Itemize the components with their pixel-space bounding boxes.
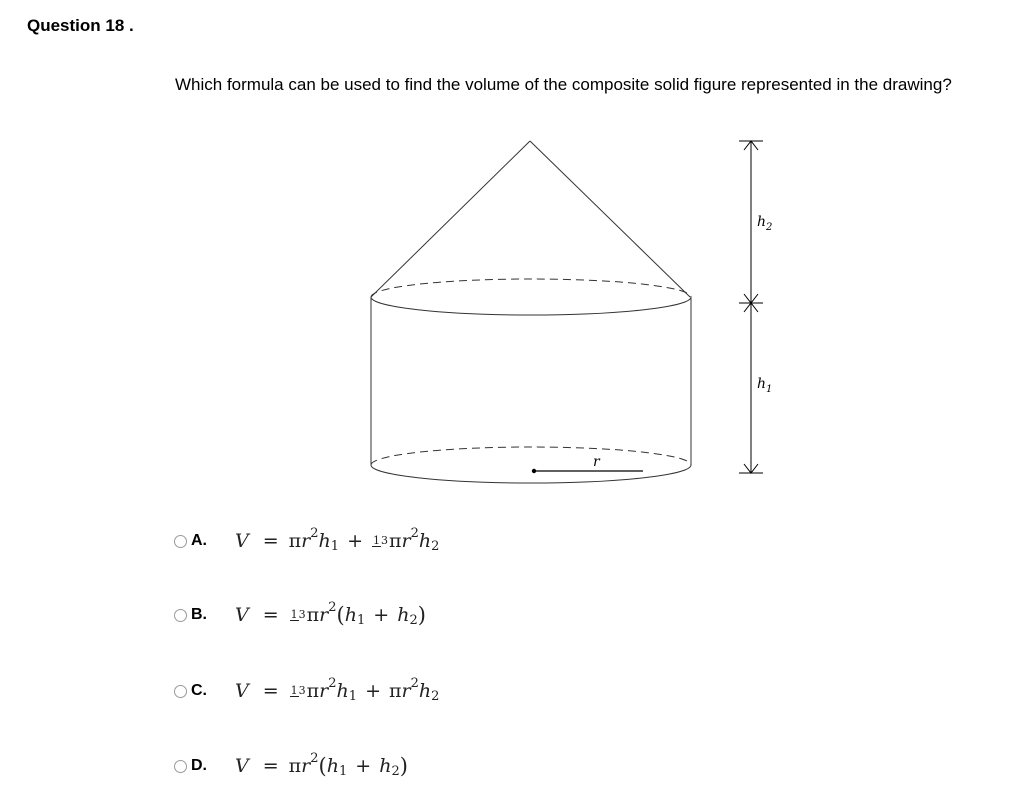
radius-label: r [593,454,600,470]
choice-d[interactable] [174,752,408,780]
choice-b-formula: V = 13 π r 2 ( h 1 + h 2 ) [235,599,426,628]
cone-on-cylinder-drawing [360,130,780,490]
choice-d-letter: D. [191,757,207,774]
top-ellipse-front [371,297,691,315]
cone-left-edge [371,141,530,297]
choice-c-formula: V = 13 π r 2 h 1 + π r 2 h 2 [235,675,440,704]
bottom-ellipse-front [371,465,691,483]
choice-d-formula: V = π r 2 ( h 1 + h 2 ) [235,750,408,779]
top-ellipse-back [371,279,691,297]
choice-b[interactable] [174,601,426,629]
cone-right-edge [530,141,690,297]
choice-a-formula: V = π r 2 h 1 + 13 π r 2 h 2 [235,525,440,554]
composite-solid-figure [360,130,780,495]
bottom-ellipse-back [371,447,691,465]
choice-a-radio[interactable] [174,535,187,548]
h2-label: $h_2$ [757,214,773,233]
h1-label: $h_1$ [757,376,773,395]
question-text: Which formula can be used to find the volume of the composite solid figure represented in the drawing? [175,75,952,94]
choice-c-letter: C. [191,682,207,699]
choice-d-radio[interactable] [174,760,187,773]
choice-a[interactable] [174,527,439,555]
choice-c[interactable] [174,677,439,705]
choice-a-letter: A. [191,532,207,549]
choice-b-radio[interactable] [174,609,187,622]
question-number: Question 18 . [27,16,134,35]
choice-c-radio[interactable] [174,685,187,698]
choice-b-letter: B. [191,606,207,623]
